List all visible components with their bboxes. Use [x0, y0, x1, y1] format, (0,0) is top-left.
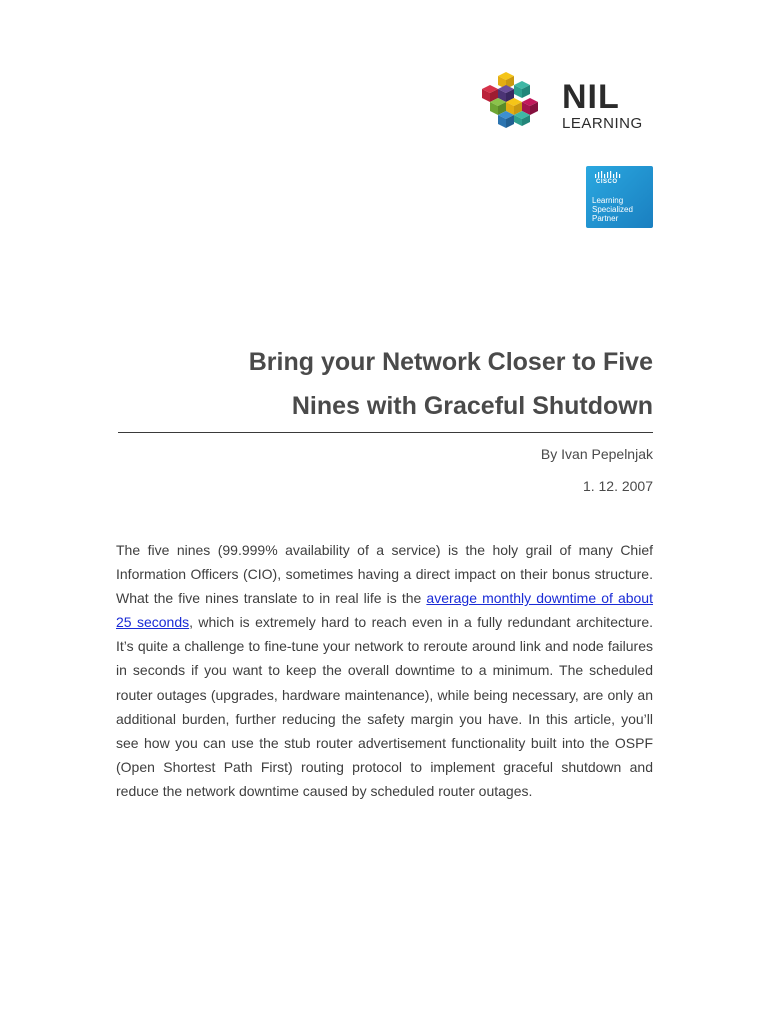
author-byline: By Ivan Pepelnjak [540, 446, 653, 462]
paragraph-text-start: The five nines (99.999% availability of a service) is the holy grail of many Chief Information Officers (CIO), sometimes having a direct impact on their bonus structure. What the five nines translate to in real life is the [116, 542, 653, 607]
badge-line-1: Learning [592, 196, 624, 205]
article-date: 1. 12. 2007 [582, 478, 653, 494]
cisco-partner-badge [586, 166, 653, 228]
downtime-link[interactable]: average monthly downtime of about 25 seconds [116, 590, 653, 631]
nil-cubes-logo-icon [478, 72, 550, 138]
cisco-bars-icon [595, 171, 623, 178]
badge-line-2: Specialized [592, 205, 633, 214]
logo-sub-text: LEARNING [562, 115, 643, 132]
cisco-brand-text: CISCO [596, 179, 618, 185]
title-line-2: Nines with Graceful Shutdown [291, 392, 653, 420]
title-divider [118, 432, 653, 433]
intro-paragraph [116, 538, 653, 803]
nil-learning-logo [478, 72, 658, 142]
title-line-1: Bring your Network Closer to Five [248, 348, 653, 376]
badge-line-3: Partner [592, 214, 619, 223]
paragraph-text-end: , which is extremely hard to reach even in a fully redundant architecture. It’s quite a challenge to fine-tune your network to reroute around link and node failures in seconds if you want to keep the overall downtime to a minimum. The scheduled router outages (upgrades, hardware maintenance), while being necessary, are only an additional burden, further reducing the safety margin you have. In this article, you’ll see how you can use the stub router advertisement functionality built into the OSPF (Open Shortest Path First) routing protocol to implement graceful shutdown and reduce the network downtime caused by scheduled router outages. [116, 614, 653, 799]
logo-brand-text: NIL [562, 78, 620, 116]
article-title [93, 340, 653, 428]
